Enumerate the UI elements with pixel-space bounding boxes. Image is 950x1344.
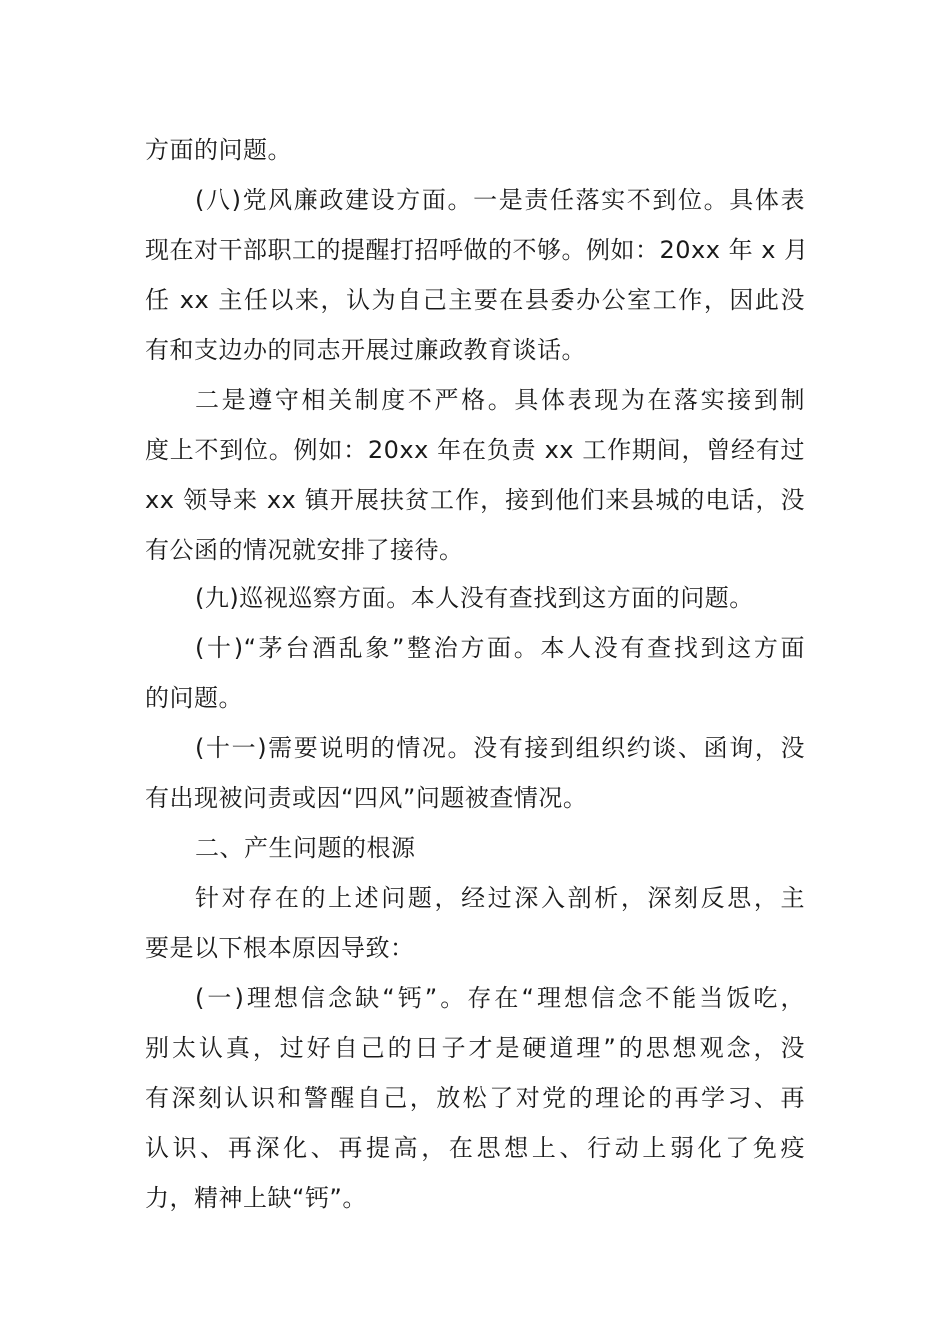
text-line: 方面的问题。 bbox=[145, 136, 292, 164]
text-line: 针对存在的上述问题，经过深入剖析，深刻反思，主 bbox=[195, 884, 805, 912]
text-line: 别太认真，过好自己的日子才是硬道理”的思想观念，没 bbox=[145, 1034, 805, 1062]
text-line: 的问题。 bbox=[145, 684, 243, 712]
text-line: 有出现被问责或因“四风”问题被查情况。 bbox=[145, 784, 588, 812]
section-heading: 二、产生问题的根源 bbox=[195, 834, 416, 862]
text-line: (九)巡视巡察方面。本人没有查找到这方面的问题。 bbox=[195, 584, 754, 612]
text-line: 有公函的情况就安排了接待。 bbox=[145, 536, 464, 564]
text-line: 现在对干部职工的提醒打招呼做的不够。例如：20xx 年 x 月 bbox=[145, 236, 809, 264]
text-line: 二是遵守相关制度不严格。具体表现为在落实接到制 bbox=[195, 386, 805, 414]
text-line: 要是以下根本原因导致： bbox=[145, 934, 415, 962]
text-line: 度上不到位。例如：20xx 年在负责 xx 工作期间，曾经有过 bbox=[145, 436, 805, 464]
text-line: (十一)需要说明的情况。没有接到组织约谈、函询，没 bbox=[195, 734, 805, 762]
text-line: 任 xx 主任以来，认为自己主要在县委办公室工作，因此没 bbox=[145, 286, 805, 314]
text-line: 有深刻认识和警醒自己，放松了对党的理论的再学习、再 bbox=[145, 1084, 805, 1112]
text-line: 有和支边办的同志开展过廉政教育谈话。 bbox=[145, 336, 586, 364]
text-line: (十)“茅台酒乱象”整治方面。本人没有查找到这方面 bbox=[195, 634, 805, 662]
text-line: (一)理想信念缺“钙”。存在“理想信念不能当饭吃， bbox=[195, 984, 805, 1012]
text-line: xx 领导来 xx 镇开展扶贫工作，接到他们来县城的电话，没 bbox=[145, 486, 805, 514]
text-line: (八)党风廉政建设方面。一是责任落实不到位。具体表 bbox=[195, 186, 805, 214]
text-line: 力，精神上缺“钙”。 bbox=[145, 1184, 367, 1212]
text-line: 认识、再深化、再提高，在思想上、行动上弱化了免疫 bbox=[145, 1134, 805, 1162]
